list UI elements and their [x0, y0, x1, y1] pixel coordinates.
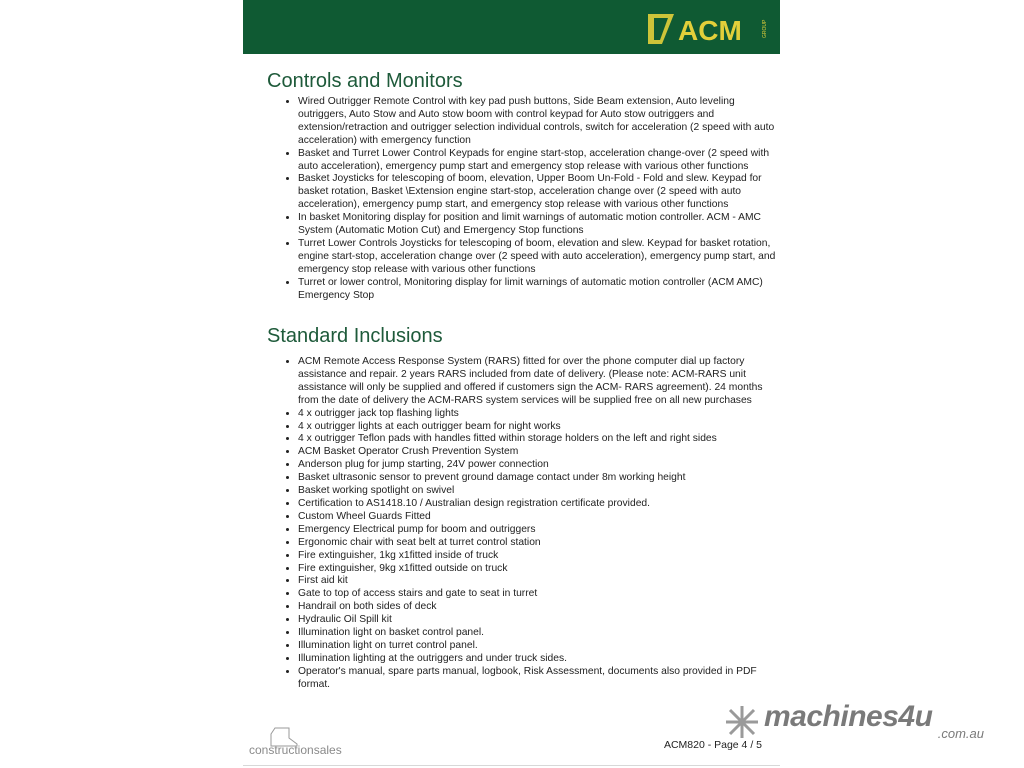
list-item: • Hydraulic Oil Spill kit [298, 614, 780, 627]
acm-logo [644, 10, 774, 48]
list-item: • First aid kit [298, 575, 780, 588]
list-item: • Illumination light on basket control panel. [298, 627, 780, 640]
bottom-divider [243, 765, 780, 766]
list-item: • 4 x outrigger Teflon pads with handles fitted within storage holders on the left and right sides [298, 433, 780, 446]
machines4u-watermark [724, 700, 988, 744]
list-item: • Ergonomic chair with seat belt at turret control station [298, 537, 780, 550]
section-title-controls: Controls and Monitors [267, 70, 463, 92]
list-item: • Handrail on both sides of deck [298, 601, 780, 614]
list-item: • Operator's manual, spare parts manual, logbook, Risk Assessment, documents also provided in PDF format. [298, 666, 780, 692]
logo-text: ACM [678, 15, 742, 46]
watermark-name: machines4u [764, 700, 933, 733]
constructionsales-logo [249, 724, 369, 758]
list-item: • Basket ultrasonic sensor to prevent ground damage contact under 8m working height [298, 472, 780, 485]
list-item: • Custom Wheel Guards Fitted [298, 511, 780, 524]
list-item: • 4 x outrigger lights at each outrigger beam for night works [298, 421, 780, 434]
section-title-inclusions: Standard Inclusions [267, 325, 443, 347]
list-item: • Fire extinguisher, 1kg x1fitted inside of truck [298, 550, 780, 563]
list-item: • Turret or lower control, Monitoring display for limit warnings of automatic motion controller (ACM AMC) Emergency Stop [298, 277, 780, 303]
document-page [243, 0, 780, 768]
constructionsales-text: constructionsales [249, 743, 342, 757]
list-item: • Illumination lighting at the outriggers and under truck sides. [298, 653, 780, 666]
header-band [243, 0, 780, 54]
list-item: • Anderson plug for jump starting, 24V power connection [298, 459, 780, 472]
list-item: • Turret Lower Controls Joysticks for telescoping of boom, elevation and slew. Keypad for basket rotation, engine start-stop, acceleration change over (2 speed with auto acceleration), emergency pump start, and emergency stop release with various other functions [298, 238, 780, 277]
controls-list [273, 96, 780, 303]
list-item: • Emergency Electrical pump for boom and outriggers [298, 524, 780, 537]
list-item: • Wired Outrigger Remote Control with key pad push buttons, Side Beam extension, Auto leveling outriggers, Auto Stow and Auto stow boom with control keypad for Auto stow outriggers and extension/retraction and outrigger selection individual controls, switch for acceleration (2 speed with auto acceleration) with emergency function [298, 96, 780, 148]
list-item: • 4 x outrigger jack top flashing lights [298, 408, 780, 421]
list-item: • Basket and Turret Lower Control Keypads for engine start-stop, acceleration change-over (2 speed with auto acceleration), emergency pump start and emergency stop release with various other functions [298, 148, 780, 174]
inclusions-list [273, 356, 780, 692]
logo-subtext: GROUP [762, 19, 768, 38]
snowflake-icon [724, 704, 760, 740]
watermark-domain: .com.au [937, 726, 984, 741]
list-item: • ACM Basket Operator Crush Prevention System [298, 446, 780, 459]
list-item: • Basket working spotlight on swivel [298, 485, 780, 498]
list-item: • Certification to AS1418.10 / Australian design registration certificate provided. [298, 498, 780, 511]
list-item: • Illumination light on turret control panel. [298, 640, 780, 653]
list-item: • In basket Monitoring display for position and limit warnings of automatic motion controller. ACM - AMC System (Automatic Motion Cut) and Emergency Stop functions [298, 212, 780, 238]
list-item: • Basket Joysticks for telescoping of boom, elevation, Upper Boom Un-Fold - Fold and slew. Keypad for basket rotation, Basket \Extension engine start-stop, acceleration change over (2 speed with auto acceleration), emergency pump start, and emergency stop release with various other functions [298, 173, 780, 212]
list-item: • Gate to top of access stairs and gate to seat in turret [298, 588, 780, 601]
list-item: • Fire extinguisher, 9kg x1fitted outside on truck [298, 563, 780, 576]
page-number: ACM820 - Page 4 / 5 [663, 739, 762, 751]
list-item: • ACM Remote Access Response System (RARS) fitted for over the phone computer dial up factory assistance and repair. 2 years RARS included from date of delivery. (Please note: ACM-RARS unit assistance will only be supplied and offered if customers sign the ACM- RARS agreement). 24 months from the date of delivery the ACM-RARS system services will be supplied free on all new purchases [298, 356, 780, 408]
